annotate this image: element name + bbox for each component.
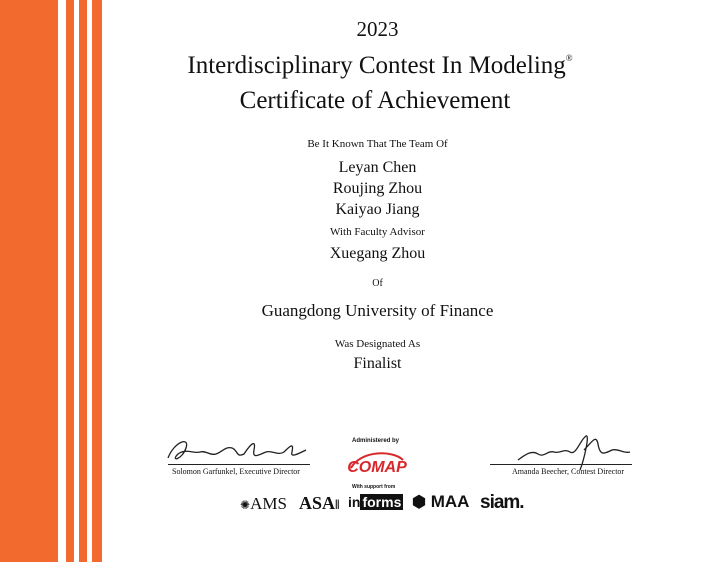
orange-border-stripe xyxy=(66,0,74,562)
ams-logo-text: AMS xyxy=(250,494,287,513)
svg-text:COMAP: COMAP xyxy=(347,459,407,476)
designated-label: Was Designated As xyxy=(334,338,421,350)
informs-logo xyxy=(348,494,403,510)
ams-logo: ✺AMS xyxy=(240,494,287,513)
administered-by-label: Administered by xyxy=(352,438,400,444)
contest-director-label: Amanda Beecher, Contest Director xyxy=(512,467,625,476)
orange-border-stripe xyxy=(92,0,102,562)
comap-logo xyxy=(347,446,407,480)
of-label: Of xyxy=(372,278,383,289)
siam-logo: siam. xyxy=(480,492,524,513)
contest-name-text: Interdisciplinary Contest In Modeling xyxy=(187,52,566,79)
certificate-year: 2023 xyxy=(356,17,399,41)
contest-name xyxy=(130,52,630,80)
intro-text: Be It Known That The Team Of xyxy=(307,138,448,150)
maa-logo: ⬢ MAA xyxy=(412,492,470,511)
team-member: Leyan Chen xyxy=(338,159,417,176)
maa-logo-text: MAA xyxy=(430,492,470,511)
signature-line xyxy=(168,464,310,465)
executive-director-label: Solomon Garfunkel, Executive Director xyxy=(172,467,300,476)
informs-logo-text-b: forms xyxy=(362,494,402,510)
team-member: Kaiyao Jiang xyxy=(335,201,420,218)
team-member: Roujing Zhou xyxy=(332,180,423,197)
informs-logo-text-a: in xyxy=(348,494,361,510)
support-label: With support from xyxy=(352,484,396,490)
advisor-name: Xuegang Zhou xyxy=(329,245,426,262)
asa-logo-text: ASA xyxy=(299,493,336,513)
signature-line xyxy=(490,464,632,465)
certificate-title: Certificate of Achievement xyxy=(239,87,511,114)
university-name: Guangdong University of Finance xyxy=(261,301,494,320)
orange-border-stripe xyxy=(0,0,58,562)
registered-mark: ® xyxy=(565,53,573,63)
advisor-label: With Faculty Advisor xyxy=(330,226,425,238)
asa-logo: ASA‖ xyxy=(299,493,340,513)
orange-border-stripe xyxy=(79,0,87,562)
award-title: Finalist xyxy=(353,355,402,372)
